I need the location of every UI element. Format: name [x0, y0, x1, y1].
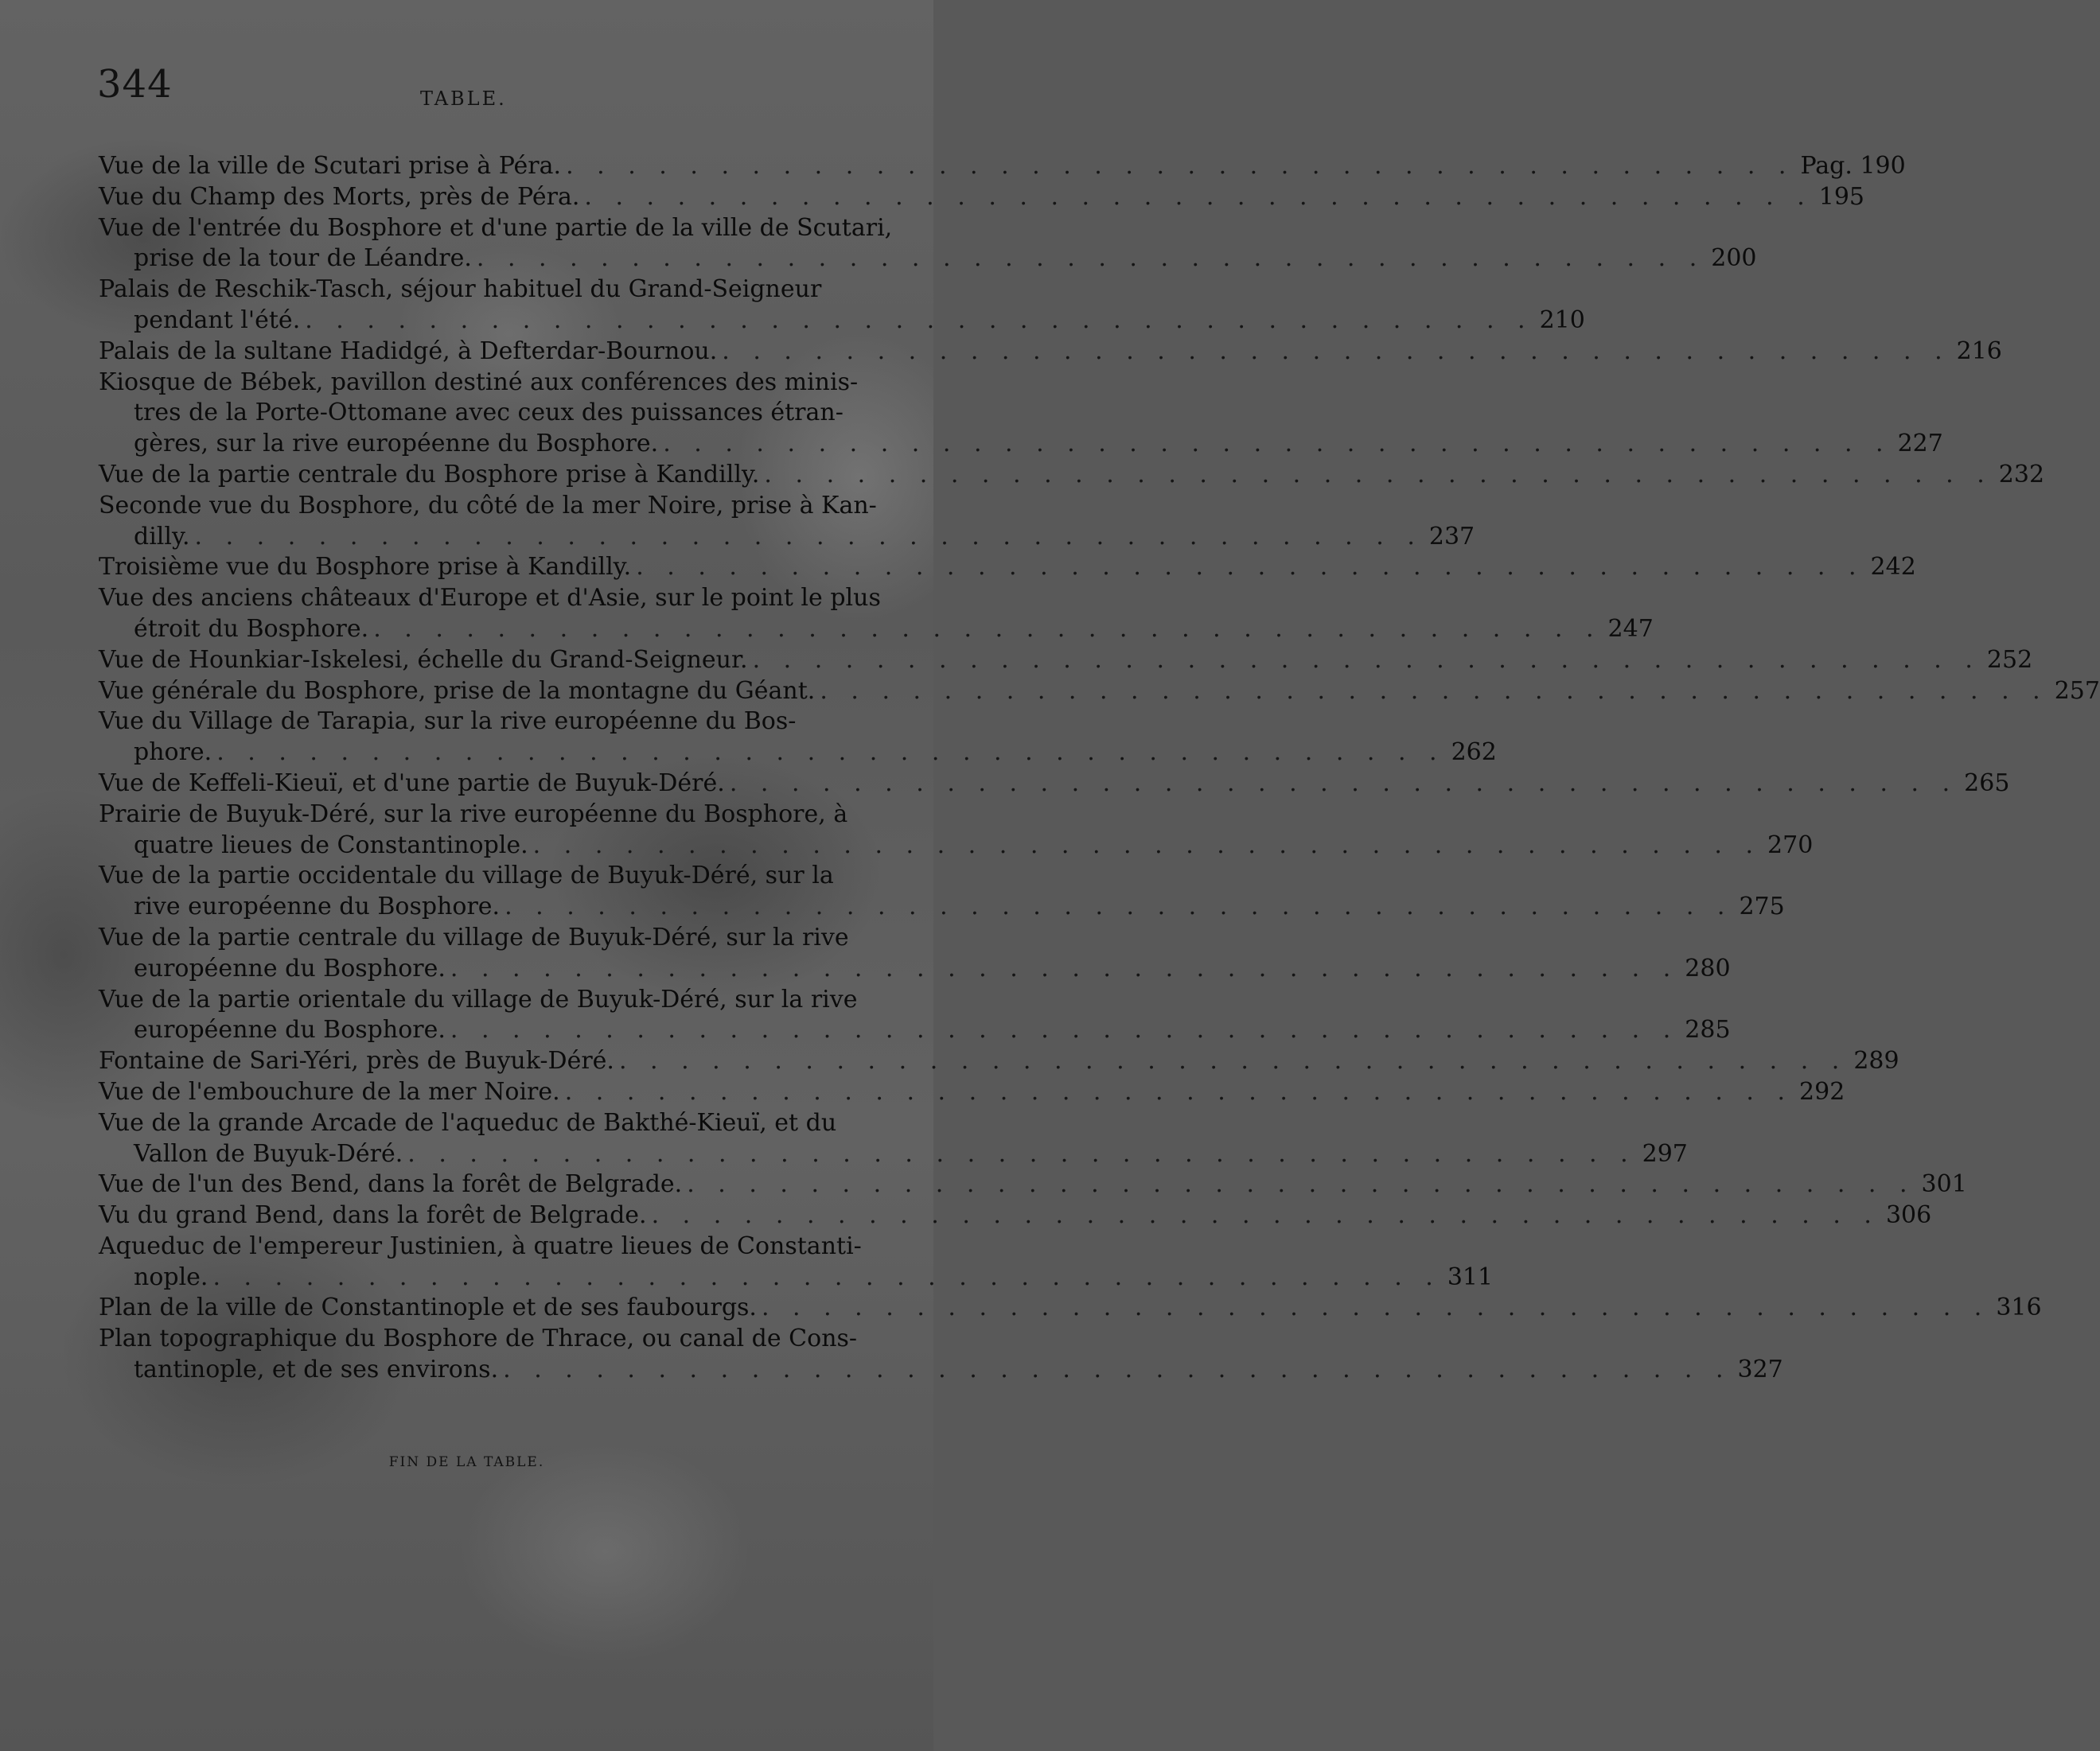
dot-leader: . . . . . . . . . . . . . . . . . . . . . . . . . . . . . . . . . . . . . . . .: [373, 614, 1602, 643]
entry-page-number: 327: [1737, 1356, 1783, 1384]
entry-line: [99, 337, 2002, 368]
entry-line: [134, 737, 1497, 768]
entry-line: [134, 1015, 1731, 1046]
entry-page-number: 311: [1447, 1263, 1494, 1291]
entry-title: quatre lieues de Constantinople.: [134, 831, 528, 859]
entry-page-number: 280: [1685, 954, 1731, 983]
entry-title: dilly.: [134, 522, 190, 551]
entry-line: [134, 892, 1785, 923]
entry-page-number: 210: [1539, 305, 1585, 334]
dot-leader: . . . . . . . . . . . . . . . . . . . . . . . . . . . . . . . . . . . . . . . .: [216, 738, 1445, 767]
toc-entry: [99, 1232, 1494, 1294]
dot-leader: . . . . . . . . . . . . . . . . . . . . . . . . . . . . . . . . . . . . . . . .: [503, 1356, 1732, 1384]
toc-entry: [99, 800, 1814, 862]
dot-leader: . . . . . . . . . . . . . . . . . . . . . . . . . . . . . . . . . . . . . . . .: [761, 1294, 1990, 1322]
entry-title: Vue de la partie centrale du village de Buyuk-Déré, sur la rive: [99, 923, 849, 951]
entry-page-number: 252: [1986, 645, 2033, 674]
dot-leader: . . . . . . . . . . . . . . . . . . . . . . . . . . . . . . . . . . . . . . . .: [820, 676, 2048, 705]
entry-title: européenne du Bosphore.: [134, 954, 446, 983]
entry-page-number: 195: [1818, 182, 1865, 211]
entry-line: [134, 614, 1654, 645]
toc-entry: [99, 985, 1731, 1047]
toc-entry: [99, 583, 1654, 645]
entry-line: [99, 1324, 863, 1355]
entry-title: tantinople, et de ses environs.: [134, 1356, 499, 1384]
dot-leader: . . . . . . . . . . . . . . . . . . . . . . . . . . . . . . . . . . . . . . . .: [752, 645, 1981, 674]
toc-entry: [99, 923, 1731, 985]
toc-entry: [99, 491, 1475, 553]
entry-line: [99, 151, 1906, 182]
entry-line: [99, 1293, 2042, 1324]
toc-entry: [99, 182, 1865, 213]
dot-leader: . . . . . . . . . . . . . . . . . . . . . . . . . . . . . . . . . . . . . . . .: [305, 305, 1533, 334]
entry-title: Vue de la partie orientale du village de Buyuk-Déré, sur la rive: [99, 985, 858, 1014]
entry-line: [99, 552, 1916, 583]
entry-line: [99, 1077, 1845, 1108]
entry-line: [134, 429, 1943, 460]
entry-title: Vue de la partie occidentale du village de Buyuk-Déré, sur la: [99, 862, 834, 890]
entry-line: [99, 861, 863, 892]
entry-title: gères, sur la rive européenne du Bosphore.: [134, 430, 659, 458]
entry-line: [99, 676, 2100, 707]
entry-page-number: 270: [1767, 831, 1814, 859]
entry-line: [134, 831, 1814, 862]
entry-line: [134, 305, 1585, 337]
dot-leader: . . . . . . . . . . . . . . . . . . . . . . . . . . . . . . . . . . . . . . . .: [729, 768, 1958, 797]
entry-title: Fontaine de Sari-Yéri, près de Buyuk-Déré.: [99, 1047, 614, 1076]
entry-title: Prairie de Buyuk-Déré, sur la rive européenne du Bosphore, à: [99, 800, 848, 828]
entry-title: Vue de l'entrée du Bosphore et d'une partie de la ville de Scutari,: [99, 213, 893, 242]
dot-leader: . . . . . . . . . . . . . . . . . . . . . . . . . . . . . . . . . . . . . . . .: [687, 1170, 1915, 1199]
entry-line: [99, 1200, 1932, 1232]
dot-leader: . . . . . . . . . . . . . . . . . . . . . . . . . . . . . . . . . . . . . . . .: [194, 522, 1423, 551]
entry-title: Vue du Champ des Morts, près de Péra.: [99, 182, 580, 211]
entry-page-number: 292: [1799, 1077, 1845, 1106]
entry-page-number: 275: [1739, 893, 1785, 921]
entry-title: Vue de l'un des Bend, dans la forêt de Belgrade.: [99, 1170, 683, 1199]
table-of-plates: [99, 151, 2100, 1386]
dot-leader: . . . . . . . . . . . . . . . . . . . . . . . . . . . . . . . . . . . . . . . .: [584, 182, 1813, 211]
entry-title: prise de la tour de Léandre.: [134, 244, 472, 273]
dot-leader: . . . . . . . . . . . . . . . . . . . . . . . . . . . . . . . . . . . . . . . .: [618, 1047, 1848, 1076]
entry-page-number: 289: [1853, 1047, 1899, 1076]
entry-line: [134, 522, 1475, 553]
entry-title: Vue du Village de Tarapia, sur la rive européenne du Bos-: [99, 707, 797, 736]
entry-line: [134, 398, 863, 429]
toc-entry: [99, 676, 2100, 707]
entry-title: Kiosque de Bébek, pavillon destiné aux conférences des minis-: [99, 368, 859, 396]
entry-page-number: 232: [1998, 460, 2045, 488]
entry-line: [99, 491, 877, 522]
entry-page-number: Pag. 190: [1800, 152, 1906, 180]
entry-title: Palais de la sultane Hadidgé, à Defterdar-Bournou.: [99, 337, 718, 365]
dot-leader: . . . . . . . . . . . . . . . . . . . . . . . . . . . . . . . . . . . . . . . .: [407, 1139, 1636, 1168]
dot-leader: . . . . . . . . . . . . . . . . . . . . . . . . . . . . . . . . . . . . . . . .: [564, 1077, 1794, 1106]
entry-title: pendant l'été.: [134, 305, 301, 334]
toc-entry: [99, 460, 2045, 491]
entry-page-number: 216: [1956, 337, 2002, 365]
entry-page-number: 265: [1964, 768, 2010, 797]
dot-leader: . . . . . . . . . . . . . . . . . . . . . . . . . . . . . . . . . . . . . . . .: [651, 1201, 1880, 1230]
entry-title: rive européenne du Bosphore.: [134, 893, 501, 921]
dot-leader: . . . . . . . . . . . . . . . . . . . . . . . . . . . . . . . . . . . . . . . .: [532, 831, 1762, 859]
entry-line: [134, 954, 1731, 985]
toc-entry: [99, 645, 2033, 676]
entry-title: Palais de Reschik-Tasch, séjour habituel du Grand-Seigneur: [99, 275, 822, 304]
toc-entry: [99, 213, 1757, 275]
entry-title: Vu du grand Bend, dans la forêt de Belgrade.: [99, 1201, 647, 1230]
entry-line: [99, 1169, 1967, 1200]
toc-entry: [99, 1108, 1688, 1170]
entry-title: Vue de l'embouchure de la mer Noire.: [99, 1077, 560, 1106]
entry-page-number: 301: [1921, 1170, 1967, 1199]
entry-line: [134, 1263, 1494, 1294]
toc-entry: [99, 274, 1585, 337]
entry-title: Vue de la grande Arcade de l'aqueduc de Bakthé-Kieuï, et du: [99, 1108, 837, 1137]
entry-line: [99, 985, 863, 1016]
entry-page-number: 316: [1996, 1294, 2042, 1322]
toc-entry: [99, 1293, 2042, 1324]
entry-page-number: 242: [1870, 553, 1916, 582]
toc-entry: [99, 861, 1785, 923]
entry-title: étroit du Bosphore.: [134, 614, 369, 643]
toc-entry: [99, 768, 2010, 800]
entry-line: [134, 1139, 1688, 1170]
entry-title: Seconde vue du Bosphore, du côté de la mer Noire, prise à Kan-: [99, 491, 877, 519]
end-of-table-mark: FIN DE LA TABLE.: [388, 1454, 545, 1470]
entry-page-number: 247: [1607, 614, 1654, 643]
entry-title: Aqueduc de l'empereur Justinien, à quatre lieues de Constanti-: [99, 1232, 862, 1260]
dot-leader: . . . . . . . . . . . . . . . . . . . . . . . . . . . . . . . . . . . . . . . .: [212, 1263, 1441, 1291]
running-head: TABLE.: [420, 88, 507, 110]
entry-page-number: 297: [1642, 1139, 1688, 1168]
entry-line: [99, 706, 863, 737]
entry-line: [99, 1046, 1899, 1077]
entry-title: tres de la Porte-Ottomane avec ceux des puissances étran-: [134, 399, 844, 427]
entry-page-number: 200: [1711, 244, 1757, 273]
toc-entry: [99, 1046, 1899, 1077]
dot-leader: . . . . . . . . . . . . . . . . . . . . . . . . . . . . . . . . . . . . . . . .: [566, 152, 1794, 180]
entry-line: [99, 800, 863, 831]
entry-title: Vue de Hounkiar-Iskelesi, échelle du Grand-Seigneur.: [99, 645, 748, 674]
entry-title: Vue de la partie centrale du Bosphore prise à Kandilly.: [99, 460, 760, 488]
dot-leader: . . . . . . . . . . . . . . . . . . . . . . . . . . . . . . . . . . . . . . . .: [450, 1016, 1679, 1045]
entry-title: phore.: [134, 738, 212, 767]
entry-page-number: 227: [1897, 430, 1943, 458]
entry-line: [99, 583, 881, 614]
entry-title: Plan de la ville de Constantinople et de ses faubourgs.: [99, 1294, 757, 1322]
toc-entry: [99, 1324, 1783, 1386]
entry-title: Vallon de Buyuk-Déré.: [134, 1139, 403, 1168]
toc-entry: [99, 552, 1916, 583]
dot-leader: . . . . . . . . . . . . . . . . . . . . . . . . . . . . . . . . . . . . . . . .: [663, 430, 1892, 458]
toc-entry: [99, 151, 1906, 182]
entry-line: [99, 1108, 863, 1139]
entry-page-number: 237: [1428, 522, 1475, 551]
entry-title: Plan topographique du Bosphore de Thrace, ou canal de Cons-: [99, 1325, 858, 1353]
toc-entry: [99, 1200, 1932, 1232]
entry-title: Vue de Keffeli-Kieuï, et d'une partie de Buyuk-Déré.: [99, 768, 725, 797]
entry-line: [99, 182, 1865, 213]
entry-page-number: 257: [2054, 676, 2100, 705]
dot-leader: . . . . . . . . . . . . . . . . . . . . . . . . . . . . . . . . . . . . . . . .: [722, 337, 1950, 365]
entry-line: [134, 243, 1757, 274]
page-number: 344: [97, 62, 173, 107]
entry-line: [99, 645, 2033, 676]
entry-line: [99, 768, 2010, 800]
entry-line: [99, 274, 863, 305]
toc-entry: [99, 1077, 1845, 1108]
toc-entry: [99, 706, 1497, 768]
entry-page-number: 262: [1451, 738, 1497, 767]
toc-entry: [99, 1169, 1967, 1200]
entry-title: Troisième vue du Bosphore prise à Kandilly.: [99, 553, 632, 582]
entry-line: [99, 923, 863, 954]
entry-title: européenne du Bosphore.: [134, 1016, 446, 1045]
entry-line: [134, 1355, 1783, 1386]
dot-leader: . . . . . . . . . . . . . . . . . . . . . . . . . . . . . . . . . . . . . . . .: [450, 954, 1679, 983]
entry-title: Vue générale du Bosphore, prise de la montagne du Géant.: [99, 676, 816, 705]
entry-page-number: 306: [1885, 1201, 1932, 1230]
entry-line: [99, 460, 2045, 491]
entry-page-number: 285: [1685, 1016, 1731, 1045]
toc-entry: [99, 337, 2002, 368]
entry-line: [99, 213, 893, 244]
entry-line: [99, 1232, 863, 1263]
toc-entry: [99, 368, 1943, 460]
entry-line: [99, 368, 863, 399]
dot-leader: . . . . . . . . . . . . . . . . . . . . . . . . . . . . . . . . . . . . . . . .: [505, 893, 1733, 921]
dot-leader: . . . . . . . . . . . . . . . . . . . . . . . . . . . . . . . . . . . . . . . .: [764, 460, 1993, 488]
entry-title: Vue des anciens châteaux d'Europe et d'Asie, sur le point le plus: [99, 584, 881, 613]
entry-title: nople.: [134, 1263, 208, 1291]
dot-leader: . . . . . . . . . . . . . . . . . . . . . . . . . . . . . . . . . . . . . . . .: [636, 553, 1864, 582]
dot-leader: . . . . . . . . . . . . . . . . . . . . . . . . . . . . . . . . . . . . . . . .: [476, 244, 1705, 273]
entry-title: Vue de la ville de Scutari prise à Péra.: [99, 152, 562, 180]
